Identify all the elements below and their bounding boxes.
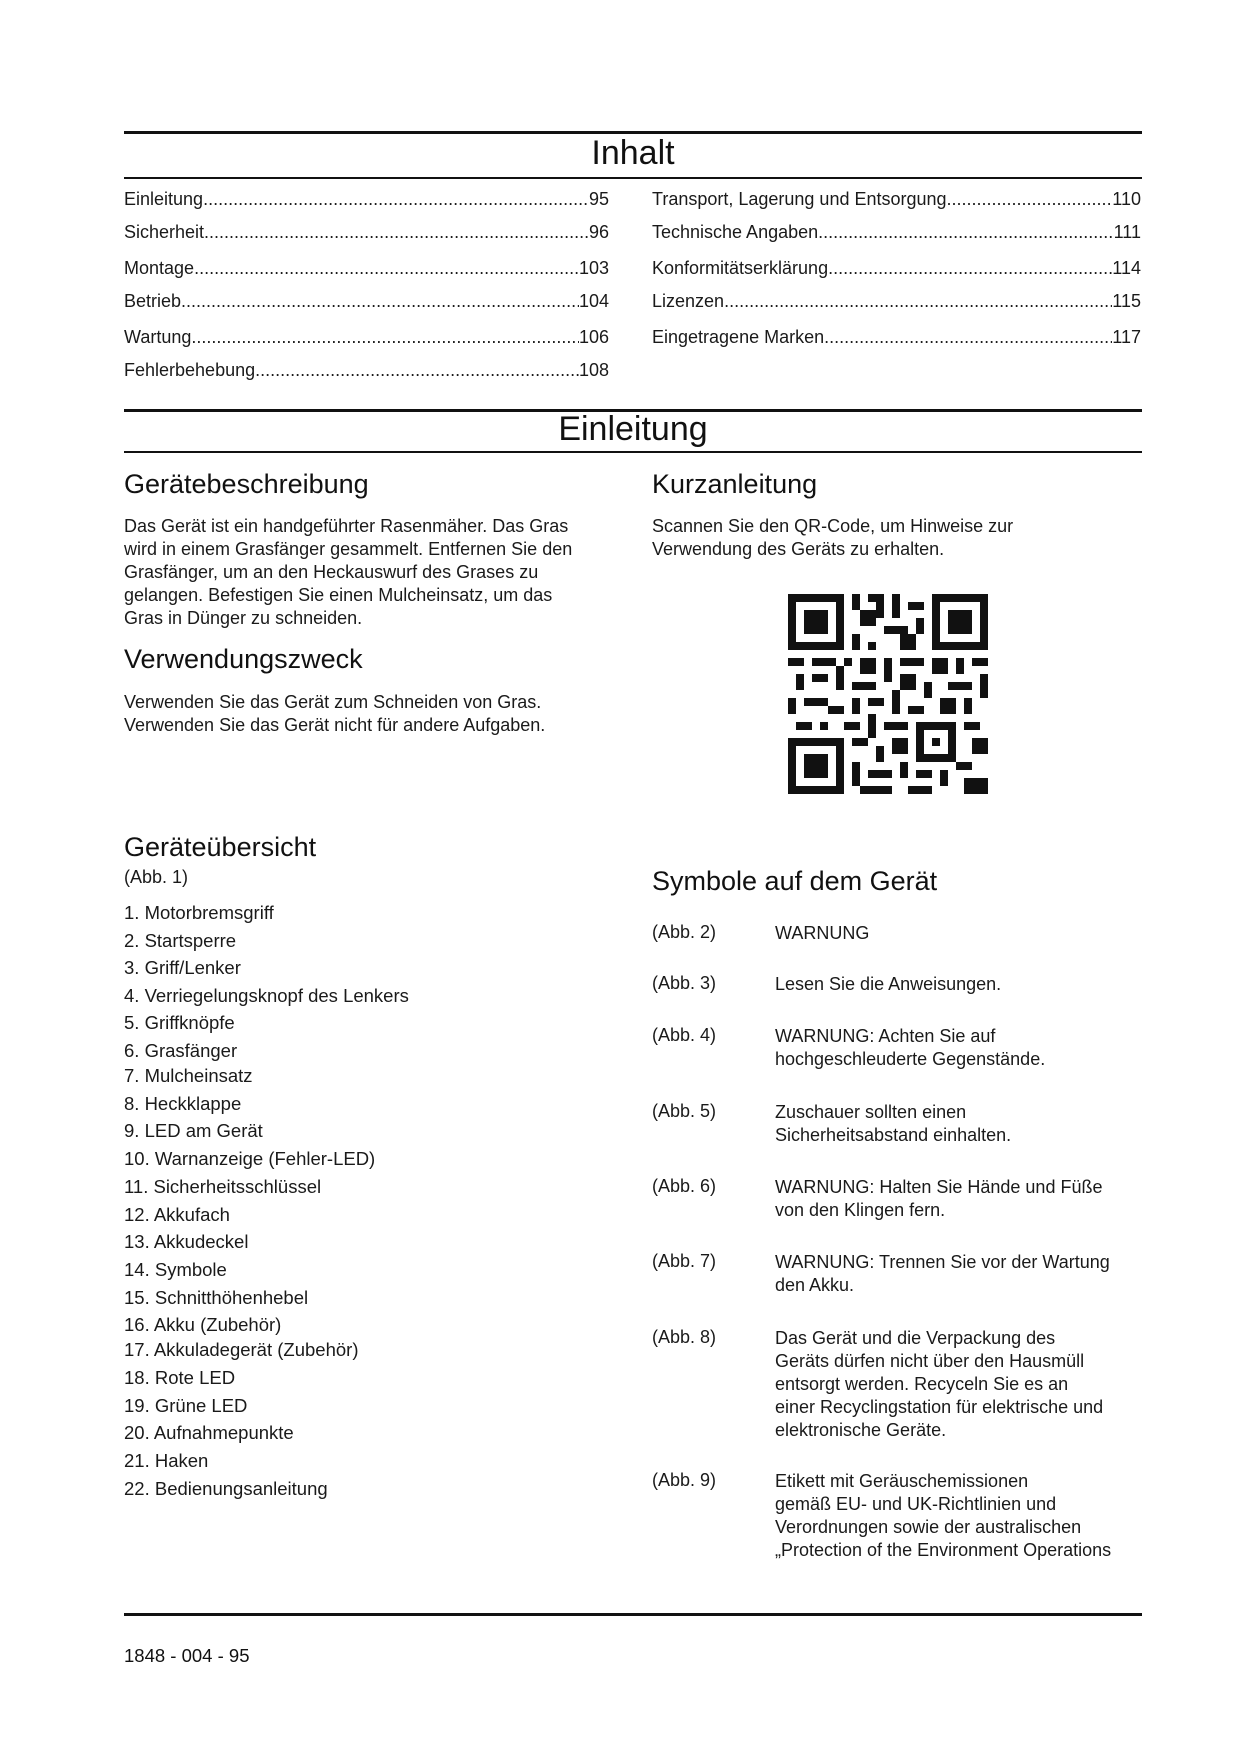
toc-page: 104 — [578, 291, 609, 311]
toc-page: 106 — [578, 327, 609, 347]
text-line: Etikett mit Geräuschemissionen — [775, 1471, 1029, 1491]
toc-page: 114 — [1112, 258, 1141, 278]
document-number: 1848 - 004 - — [124, 1645, 229, 1666]
toc-entry[interactable] — [652, 222, 1141, 246]
text-line: Das Gerät ist ein handgeführter Rasenmäher. Das Gras — [124, 516, 569, 536]
section-rule — [124, 451, 1142, 453]
list-item: 13. Akkudeckel — [124, 1231, 249, 1252]
toc-entry[interactable] — [124, 327, 609, 351]
text-line: Scannen Sie den QR-Code, um Hinweise zur — [652, 516, 1014, 536]
text-line: Das Gerät und die Verpackung des — [775, 1328, 1056, 1348]
toc-entry[interactable] — [124, 189, 609, 213]
list-item: 4. Verriegelungsknopf des Lenkers — [124, 985, 409, 1006]
symbol-description — [775, 1176, 1145, 1222]
text-line: Lesen Sie die Anweisungen. — [775, 974, 1002, 994]
toc-entry[interactable] — [124, 258, 609, 282]
text-line: gelangen. Befestigen Sie einen Mulcheinsatz, um das — [124, 585, 553, 605]
toc-label: Sicherheit — [124, 222, 205, 242]
symbol-figure-ref: (Abb. 4) — [652, 1025, 717, 1045]
text-line: den Akku. — [775, 1275, 855, 1295]
list-item: 3. Griff/Lenker — [124, 957, 241, 978]
text-line: WARNUNG: Trennen Sie vor der Wartung — [775, 1252, 1110, 1272]
toc-label: Lizenzen — [652, 291, 725, 311]
text-line: Verordnungen sowie der australischen — [775, 1517, 1082, 1537]
text-line: elektronische Geräte. — [775, 1420, 947, 1440]
quickguide-text — [652, 515, 1142, 561]
text-line: „Protection of the Environment Operations — [775, 1540, 1112, 1560]
text-line: WARNUNG: Halten Sie Hände und Füße — [775, 1177, 1103, 1197]
text-line: Verwenden Sie das Gerät nicht für andere Aufgaben. — [124, 715, 546, 735]
text-line: WARNUNG — [775, 923, 870, 943]
text-line: Geräts dürfen nicht über den Hausmüll — [775, 1351, 1085, 1371]
text-line: gemäß EU- und UK-Richtlinien und — [775, 1494, 1057, 1514]
toc-label: Konformitätserklärung — [652, 258, 829, 278]
text-line: von den Klingen fern. — [775, 1200, 946, 1220]
toc-entry[interactable] — [652, 291, 1141, 315]
toc-label: Technische Angaben — [652, 222, 819, 242]
page-footer — [124, 1645, 249, 1667]
symbol-figure-ref: (Abb. 9) — [652, 1470, 717, 1490]
text-line: Gras in Dünger zu schneiden. — [124, 608, 363, 628]
text-line: Zuschauer sollten einen — [775, 1102, 967, 1122]
list-item: 10. Warnanzeige (Fehler-LED) — [124, 1148, 376, 1169]
description-text — [124, 515, 624, 630]
toc-page: 108 — [578, 360, 609, 380]
contents-rule — [124, 177, 1142, 179]
overview-figure-ref: (Abb. 1) — [124, 867, 189, 887]
description-heading: Gerätebeschreibung — [124, 469, 369, 499]
list-item: 8. Heckklappe — [124, 1093, 242, 1114]
symbol-description — [775, 1327, 1145, 1442]
toc-entry[interactable] — [124, 222, 609, 246]
symbol-figure-ref: (Abb. 8) — [652, 1327, 717, 1347]
purpose-heading: Verwendungszweck — [124, 644, 363, 674]
quickguide-heading: Kurzanleitung — [652, 469, 818, 499]
symbol-description — [775, 973, 1145, 996]
toc-page: 110 — [1112, 189, 1141, 209]
list-item: 19. Grüne LED — [124, 1395, 248, 1416]
footer-rule — [124, 1613, 1142, 1616]
toc-label: Wartung — [124, 327, 192, 347]
toc-entry[interactable] — [124, 360, 609, 384]
page-number: 95 — [228, 1645, 250, 1666]
qr-code-icon[interactable] — [788, 594, 988, 794]
purpose-text — [124, 691, 624, 737]
text-line: WARNUNG: Achten Sie auf — [775, 1026, 996, 1046]
symbol-description — [775, 922, 1145, 945]
list-item: 20. Aufnahmepunkte — [124, 1422, 294, 1443]
toc-page: 115 — [1112, 291, 1141, 311]
toc-entry[interactable] — [124, 291, 609, 315]
text-line: Verwenden Sie das Gerät zum Schneiden von Gras. — [124, 692, 542, 712]
toc-page: 117 — [1112, 327, 1141, 347]
toc-page: 96 — [588, 222, 609, 242]
list-item: 6. Grasfänger — [124, 1040, 238, 1061]
contents-title: Inhalt — [591, 134, 675, 172]
list-item: 2. Startsperre — [124, 930, 237, 951]
text-line: entsorgt werden. Recyceln Sie es an — [775, 1374, 1069, 1394]
text-line: Sicherheitsabstand einhalten. — [775, 1125, 1012, 1145]
toc-label: Eingetragene Marken — [652, 327, 825, 347]
list-item: 5. Griffknöpfe — [124, 1012, 235, 1033]
symbol-description — [775, 1025, 1145, 1071]
overview-heading: Geräteübersicht — [124, 832, 317, 862]
list-item: 11. Sicherheitsschlüssel — [124, 1176, 322, 1197]
list-item: 15. Schnitthöhenhebel — [124, 1287, 309, 1308]
symbol-description — [775, 1101, 1145, 1147]
list-item: 22. Bedienungsanleitung — [124, 1478, 328, 1499]
toc-page: 103 — [578, 258, 609, 278]
text-line: Verwendung des Geräts zu erhalten. — [652, 539, 945, 559]
list-item: 1. Motorbremsgriff — [124, 902, 274, 923]
list-item: 21. Haken — [124, 1450, 209, 1471]
toc-label: Fehlerbehebung — [124, 360, 256, 380]
text-line: wird in einem Grasfänger gesammelt. Entfernen Sie den — [124, 539, 573, 559]
list-item: 18. Rote LED — [124, 1367, 236, 1388]
toc-label: Transport, Lagerung und Entsorgung — [652, 189, 947, 209]
list-item: 9. LED am Gerät — [124, 1120, 263, 1141]
toc-page: 111 — [1113, 222, 1141, 242]
toc-entry[interactable] — [652, 189, 1141, 213]
symbols-heading: Symbole auf dem Gerät — [652, 866, 938, 896]
toc-label: Betrieb — [124, 291, 182, 311]
toc-label: Montage — [124, 258, 195, 278]
toc-entry[interactable] — [652, 258, 1141, 282]
symbol-figure-ref: (Abb. 6) — [652, 1176, 717, 1196]
symbol-figure-ref: (Abb. 3) — [652, 973, 717, 993]
symbol-description — [775, 1470, 1145, 1562]
symbol-figure-ref: (Abb. 7) — [652, 1251, 717, 1271]
text-line: Grasfänger, um an den Heckauswurf des Grases zu — [124, 562, 539, 582]
toc-label: Einleitung — [124, 189, 204, 209]
section-title: Einleitung — [558, 410, 708, 448]
text-line: hochgeschleuderte Gegenstände. — [775, 1049, 1046, 1069]
list-item: 12. Akkufach — [124, 1204, 230, 1225]
symbol-figure-ref: (Abb. 5) — [652, 1101, 717, 1121]
list-item: 7. Mulcheinsatz — [124, 1065, 253, 1086]
list-item: 14. Symbole — [124, 1259, 227, 1280]
symbol-figure-ref: (Abb. 2) — [652, 922, 717, 942]
list-item: 17. Akkuladegerät (Zubehör) — [124, 1339, 359, 1360]
text-line: einer Recyclingstation für elektrische und — [775, 1397, 1104, 1417]
symbol-description — [775, 1251, 1145, 1297]
toc-page: 95 — [588, 189, 609, 209]
toc-entry[interactable] — [652, 327, 1141, 351]
list-item: 16. Akku (Zubehör) — [124, 1314, 282, 1335]
